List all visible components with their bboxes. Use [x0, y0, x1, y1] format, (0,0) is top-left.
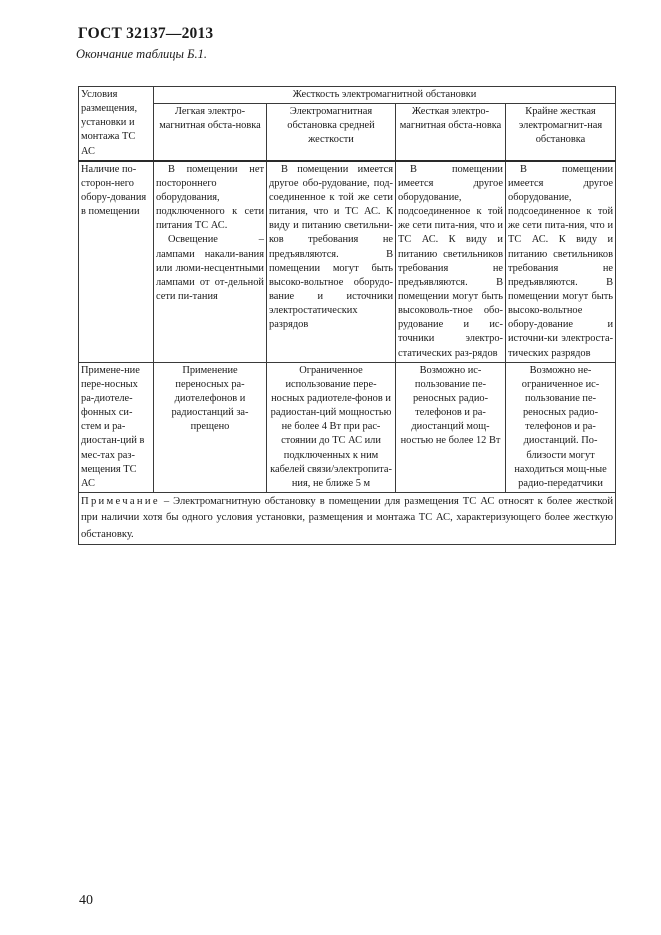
table-row [79, 362, 616, 492]
row-label: Примене-ние пере-носных ра-диотеле-фонных си-стем и ра-диостан-ций в мес-тах раз-мещения ТС АС [79, 362, 154, 492]
table-cell: В помещении имеется другое обо-рудование, под-соединенное к той же сети питания, что и ТС АС. К виду и питанию светильни-ков требования не предъявляются. В помещении могут быть высоко-вольтное оборудо-вание и источники электростатических разрядов [267, 161, 396, 362]
note-text: – Электромагнитную обстановку в помещении для размещения ТС АС относят к более жесткой при наличии хотя бы одного условия установки, размещения и монтажа ТС АС, характеризующего более жесткую обстановку. [81, 495, 614, 540]
table-caption: Окончание таблицы Б.1. [76, 47, 208, 61]
col-header-medium: Электромагнитная обстановка средней жесткости [267, 104, 396, 161]
cell-paragraph: Освещение – лампами накали-вания или люми-несцентными лампами от от-дельной сети пи-тания [156, 234, 264, 302]
cell-paragraph: В помещении нет постороннего оборудования, подключенного к сети питания ТС АС. [156, 163, 264, 232]
table-cell: В помещении имеется другое оборудование, подсоединенное к той же сети пита-ния, что и ТС АС. К виду и питанию светильников требования не предъявляются. В помещении могут быть высоко-вольтное обору-дование и источни-ки электроста-тических разрядов [506, 161, 616, 362]
emc-conditions-table [78, 86, 616, 545]
col-header-extreme: Крайне жесткая электромагнит-ная обстановка [506, 104, 616, 161]
table-note [79, 492, 616, 544]
table-cell [154, 161, 267, 362]
col-header-light: Легкая электро-магнитная обста-новка [154, 104, 267, 161]
table-note-row [79, 492, 616, 544]
table-cell: Применение переносных ра-диотелефонов и радиостанций за-прещено [154, 362, 267, 492]
table-cell: Возможно ис-пользование пе-реносных радио-телефонов и ра-диостанций мощ-ностью не более 12 Вт [396, 362, 506, 492]
note-title: Примечание [81, 495, 160, 507]
page-number: 40 [79, 893, 93, 908]
col-header-hard: Жесткая электро-магнитная обста-новка [396, 104, 506, 161]
table-row [79, 161, 616, 362]
col-header-conditions: Условия размещения, установки и монтажа ТС АС [79, 87, 154, 161]
table-cell: Возможно не-ограниченное ис-пользование пе-реносных радио-телефонов и ра-диостанций. По-близости могут находиться мощ-ные радио-передатчики [506, 362, 616, 492]
row-label: Наличие по-сторон-него обору-дования в помещении [79, 161, 154, 362]
table-cell: В помещении имеется другое оборудование, подсоединенное к той же сети пита-ния, что и ТС АС. К виду и питанию светильников требования не предъявляются. В помещении могут быть высоковоль-тное обо-рудование и ис-точники электро-статических раз-рядов [396, 161, 506, 362]
table-header-row [79, 87, 616, 104]
standard-header: ГОСТ 32137—2013 [78, 25, 214, 42]
table-cell: Ограниченное использование пере-носных радиотеле-фонов и радиостан-ций мощностью не более 4 Вт при рас-стоянии до ТС АС или подключенных к ним кабелей связи/электропита-ния, не ближе 5 м [267, 362, 396, 492]
table-subheader-row [79, 104, 616, 161]
col-header-group: Жесткость электромагнитной обстановки [154, 87, 616, 104]
